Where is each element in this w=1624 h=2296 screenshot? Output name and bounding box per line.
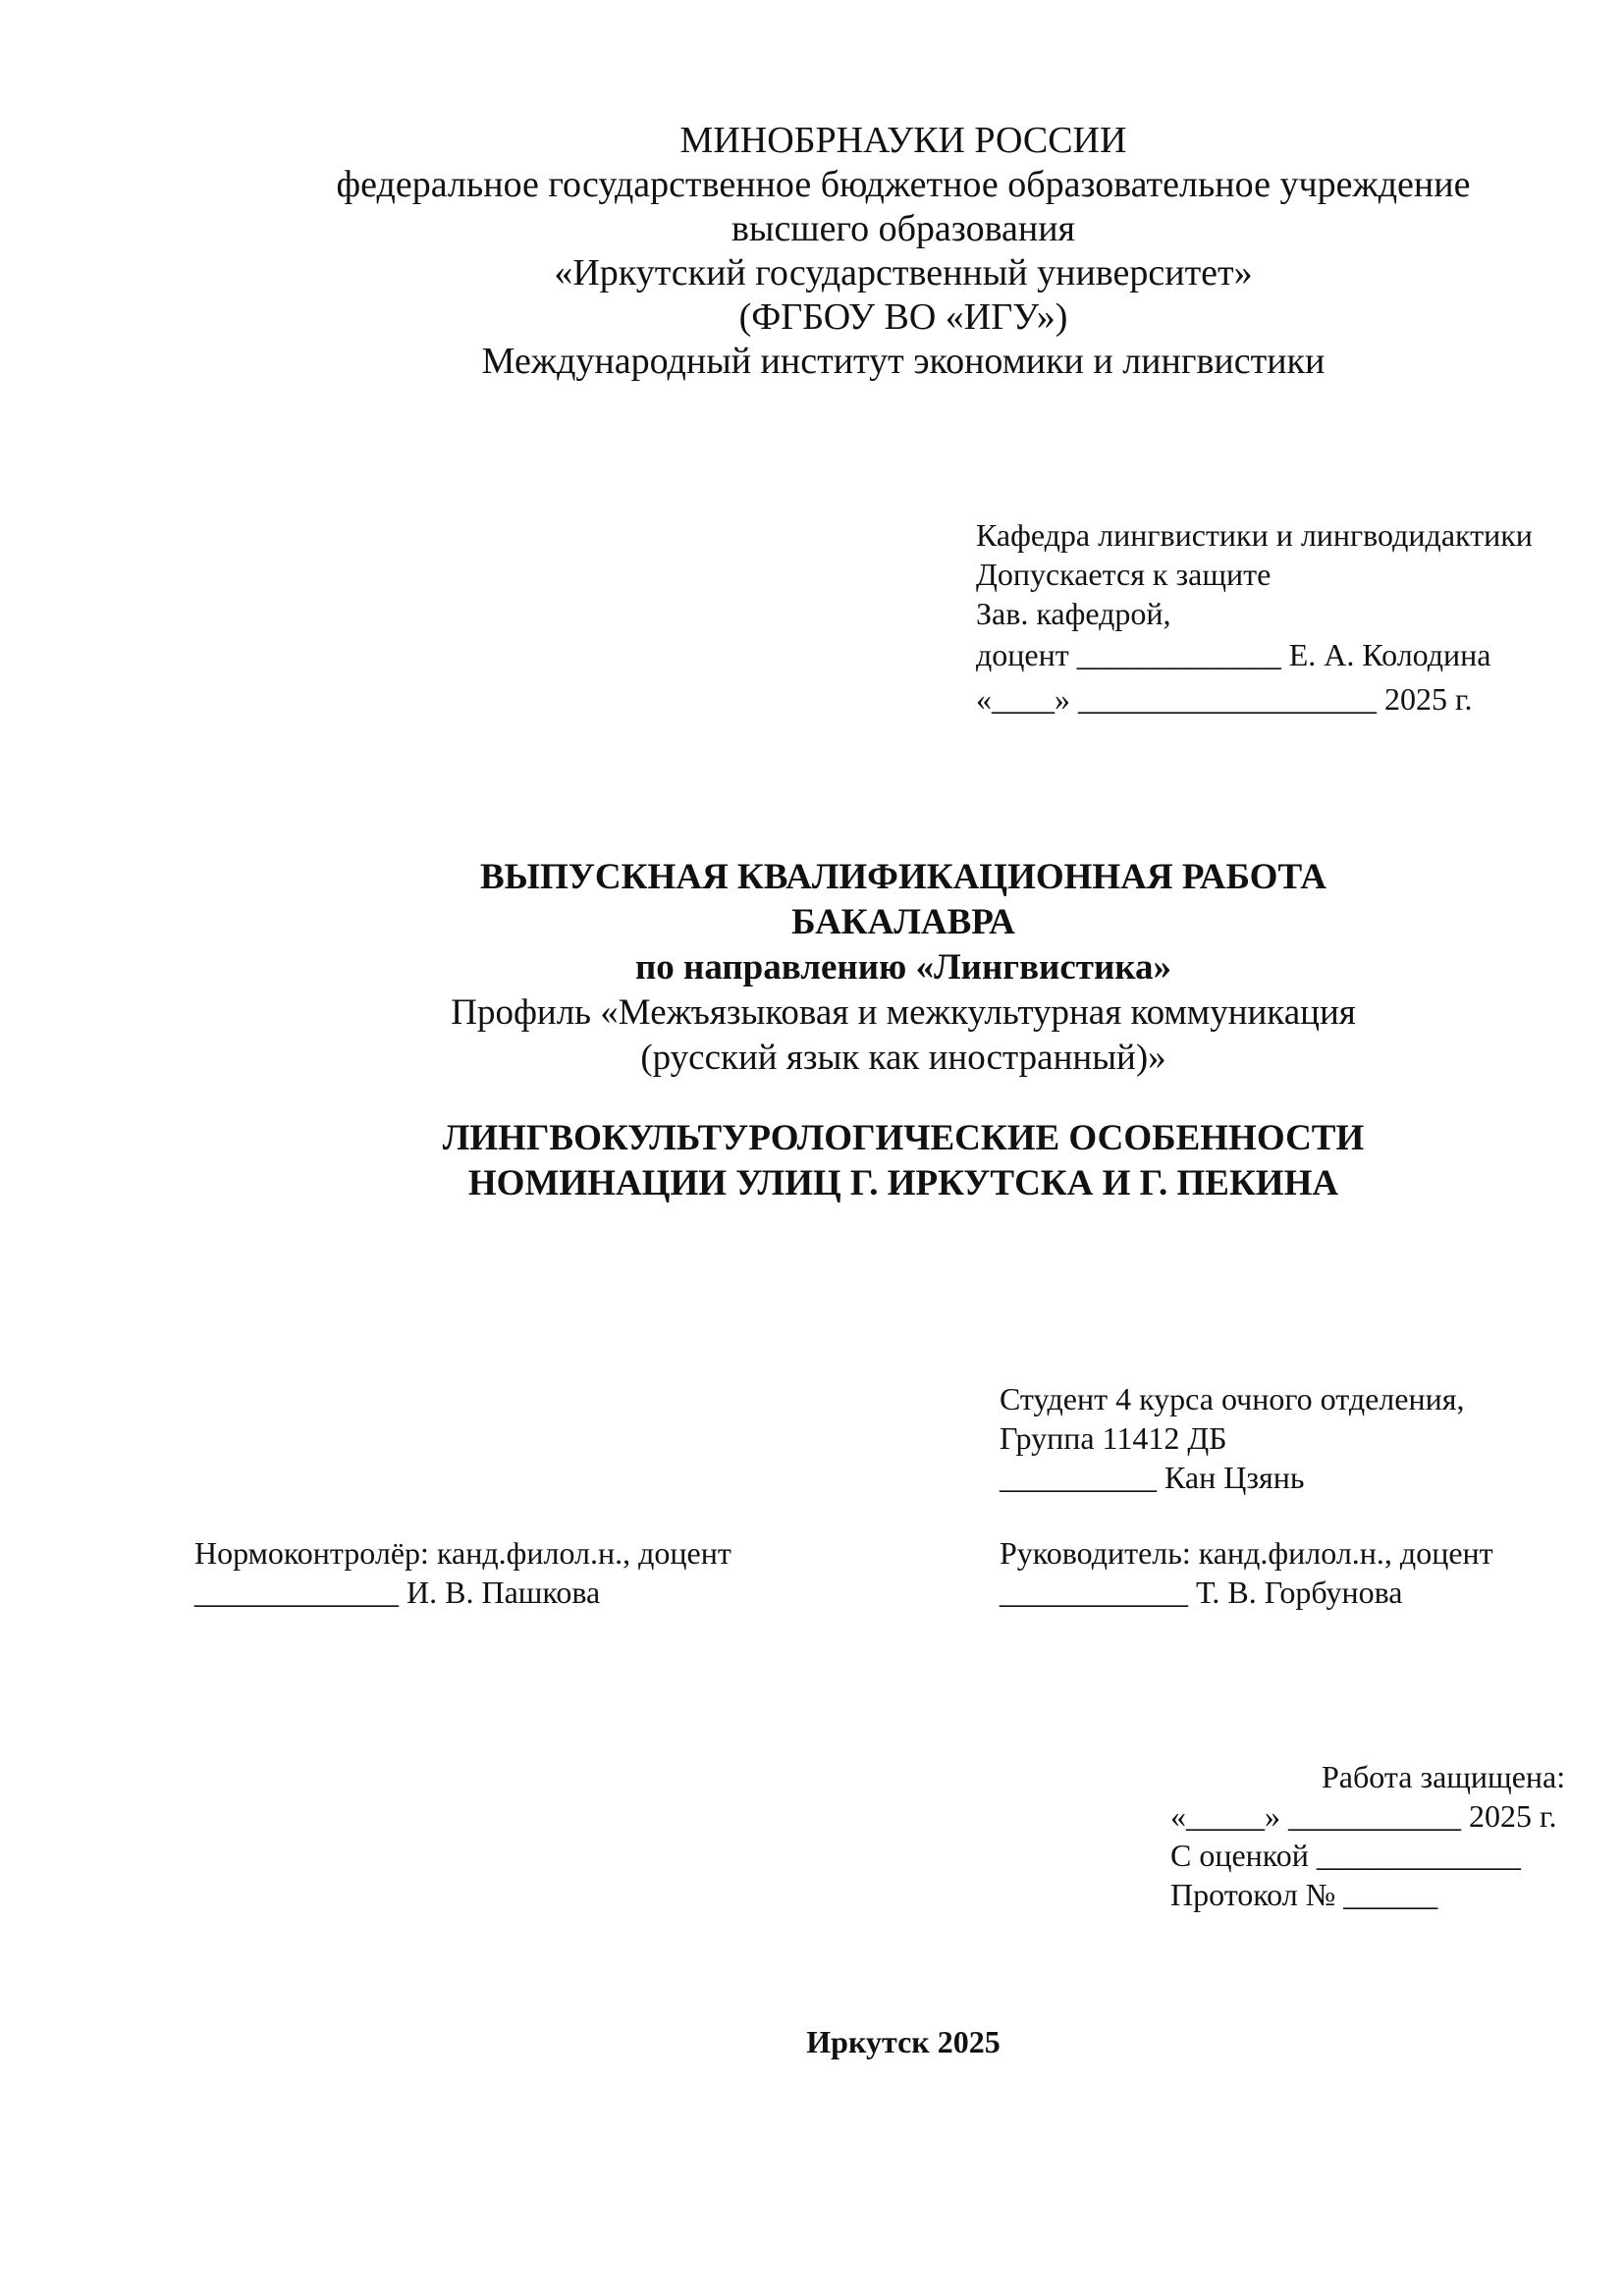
approval-date-line: «____» ___________________ 2025 г. (976, 681, 1473, 717)
student-course-line: Студент 4 курса очного отделения, (1000, 1381, 1465, 1416)
institute-line: Международный институт экономики и лингвистики (481, 341, 1326, 382)
admitted-line: Допускается к защите (976, 557, 1272, 592)
protocol-line: Протокол № ______ (1170, 1877, 1438, 1912)
ministry-line: МИНОБРНАУКИ РОССИИ (679, 120, 1127, 161)
normcontrol-role-line: Нормоконтролёр: канд.филол.н., доцент (194, 1535, 731, 1571)
topic-line-1: ЛИНГВОКУЛЬТУРОЛОГИЧЕСКИЕ ОСОБЕННОСТИ (442, 1118, 1365, 1158)
university-line: «Иркутский государственный университет» (554, 252, 1253, 294)
defended-line: Работа защищена: (1322, 1759, 1566, 1794)
supervisor-name-line: ____________ Т. В. Горбунова (1000, 1575, 1403, 1610)
work-type-line-2: БАКАЛАВРА (791, 902, 1015, 942)
profile-line-1: Профиль «Межъязыковая и межкультурная коммуникация (451, 992, 1356, 1033)
defense-date-line: «_____» ___________ 2025 г. (1170, 1798, 1557, 1834)
department-line: Кафедра лингвистики и лингводидактики (976, 517, 1533, 553)
topic-line-2: НОМИНАЦИИ УЛИЦ Г. ИРКУТСКА И Г. ПЕКИНА (467, 1163, 1339, 1203)
university-abbr-line: (ФГБОУ ВО «ИГУ») (738, 296, 1068, 338)
supervisor-role-line: Руководитель: канд.филол.н., доцент (1000, 1535, 1493, 1571)
profile-line-2: (русский язык как иностранный)» (640, 1038, 1166, 1078)
education-level-line: высшего образования (731, 208, 1076, 249)
work-type-line-1: ВЫПУСКНАЯ КВАЛИФИКАЦИОННАЯ РАБОТА (479, 857, 1327, 897)
student-group-line: Группа 11412 ДБ (1000, 1420, 1227, 1456)
head-line: Зав. кафедрой, (976, 596, 1171, 631)
student-name-line: __________ Кан Цзянь (1000, 1460, 1305, 1495)
city-year-line: Иркутск 2025 (806, 2024, 1001, 2059)
head-signature-line: доцент _____________ Е. А. Колодина (976, 637, 1491, 672)
grade-line: С оценкой _____________ (1170, 1838, 1521, 1873)
institution-type-line: федеральное государственное бюджетное образовательное учреждение (336, 164, 1471, 205)
normcontrol-name-line: _____________ И. В. Пашкова (194, 1575, 601, 1610)
direction-line: по направлению «Лингвистика» (634, 947, 1172, 988)
